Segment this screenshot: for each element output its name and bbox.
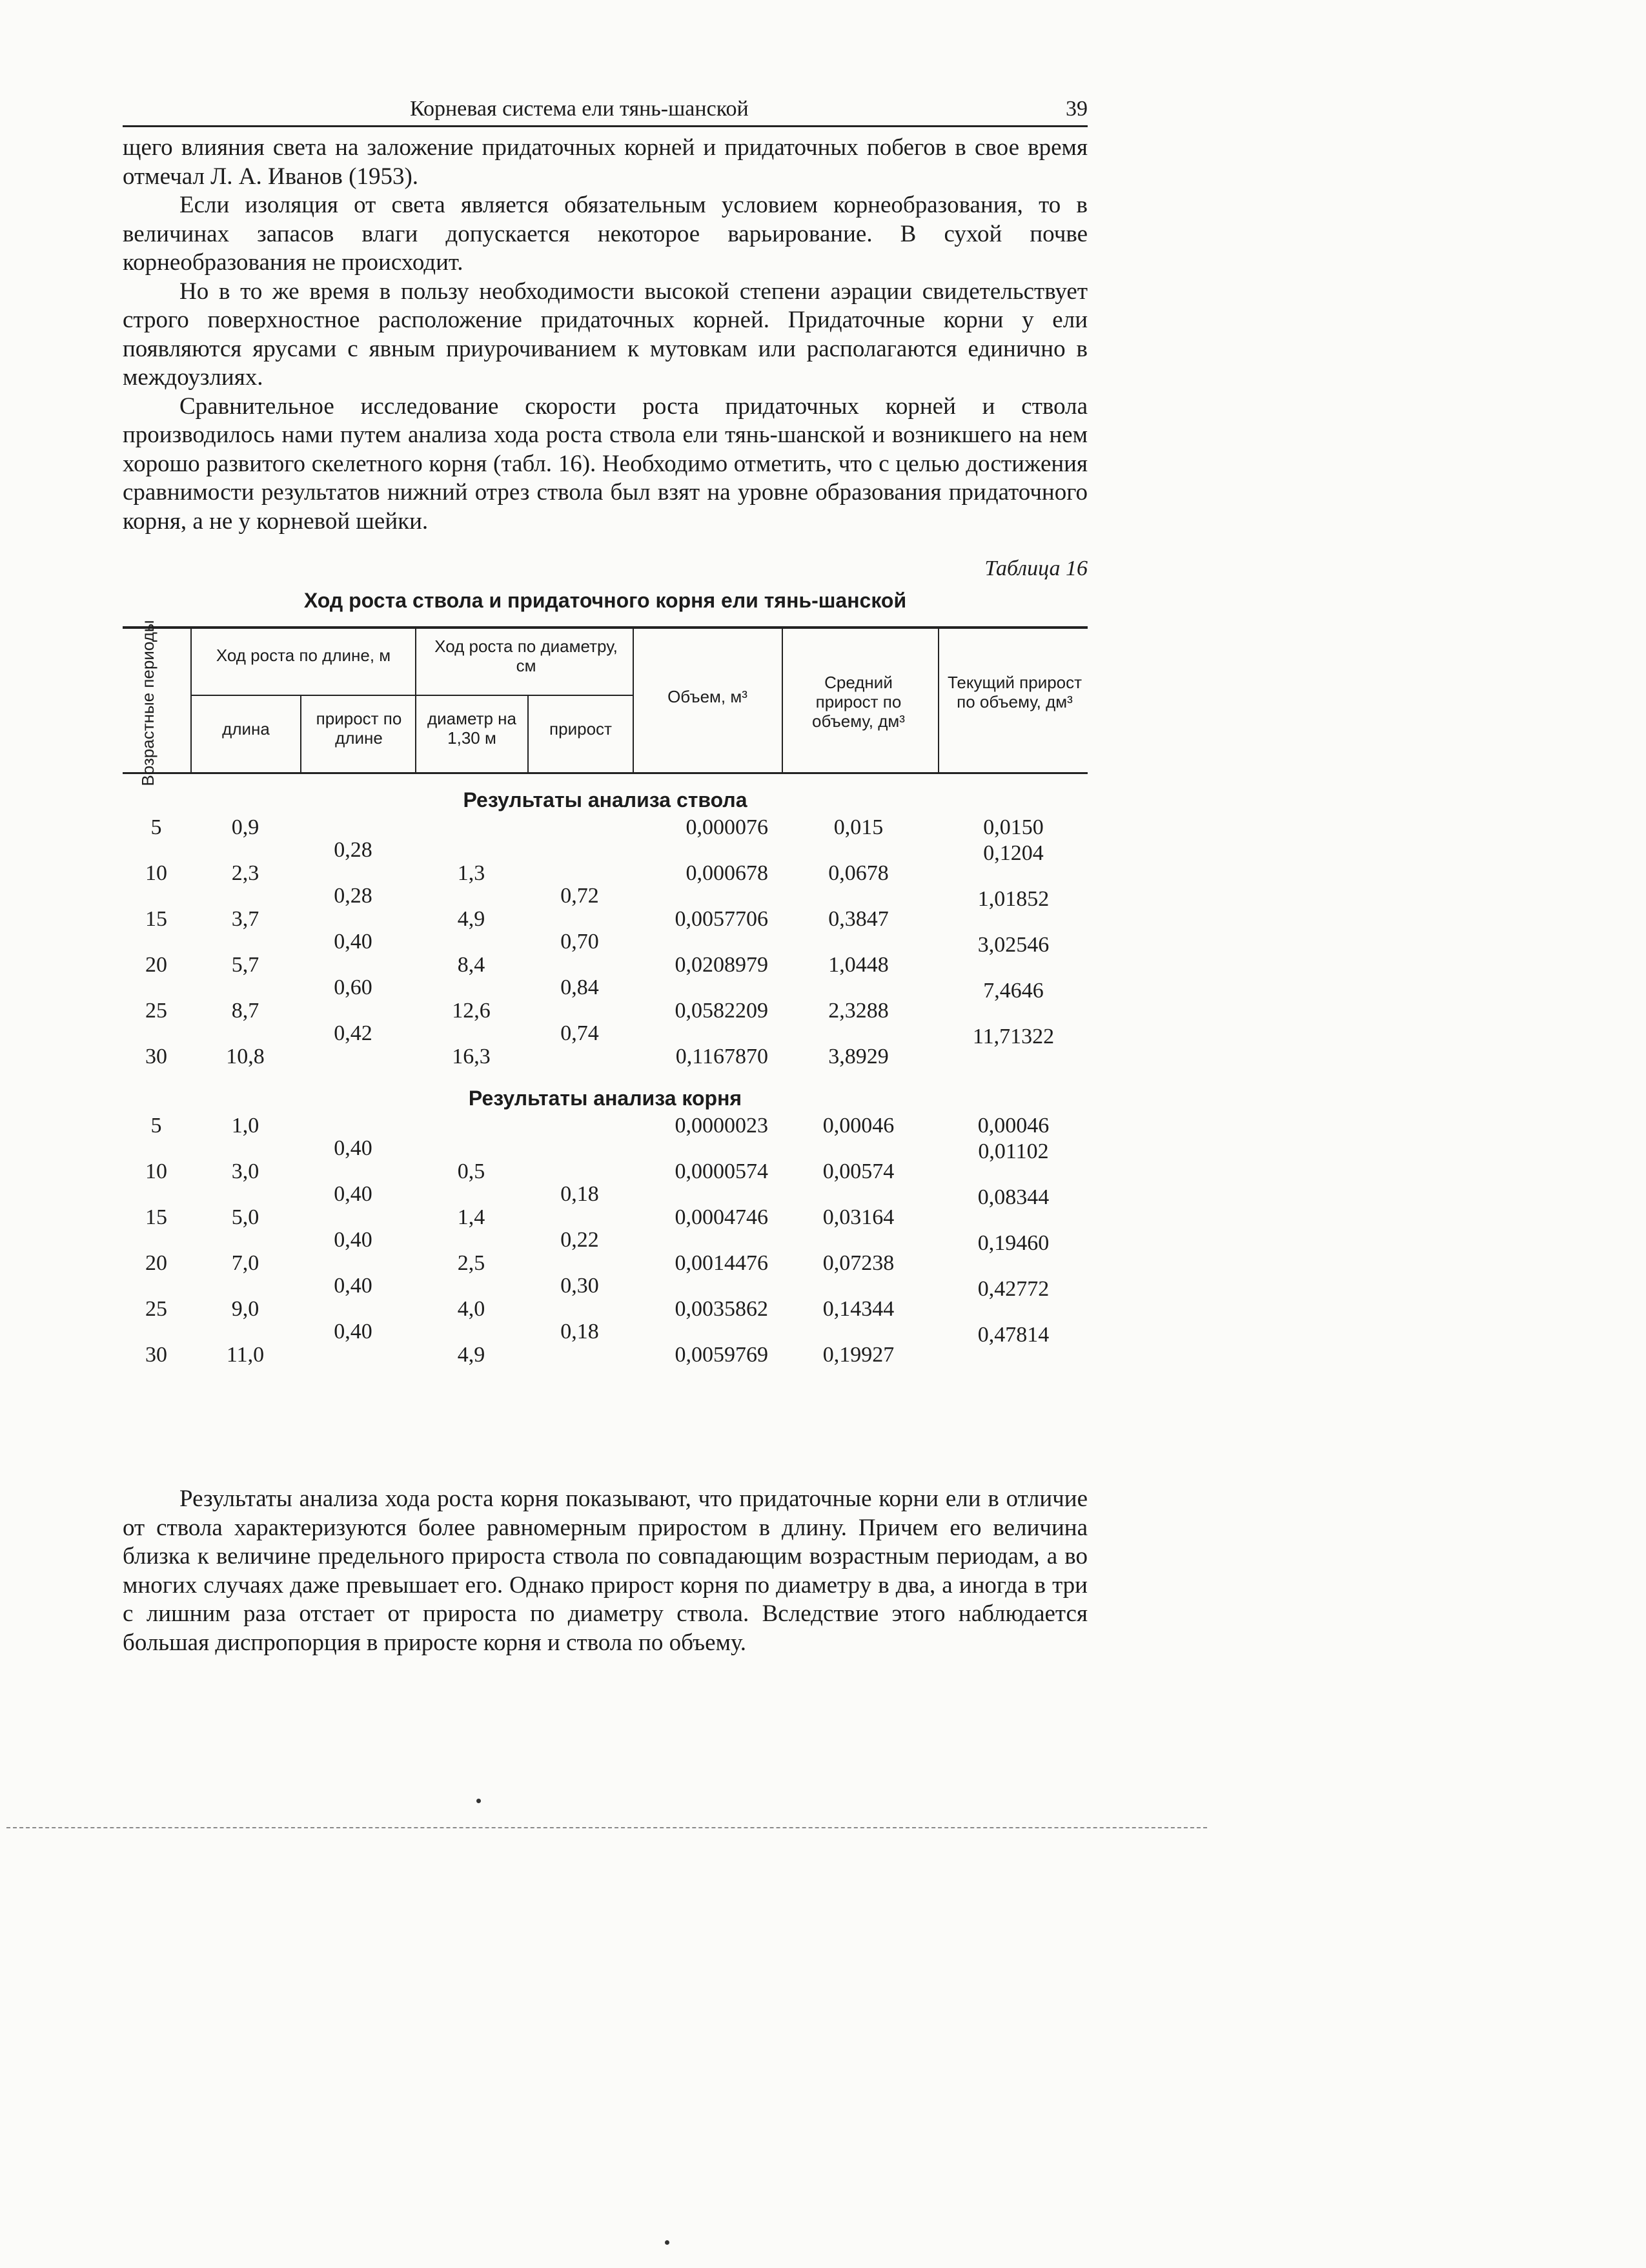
cell-period: 30 <box>145 1343 167 1367</box>
cell-period: 10 <box>145 861 167 885</box>
header-current-increment: Текущий прирост по объему, дм³ <box>947 673 1082 711</box>
cell-diameter: 0,5 <box>457 1160 485 1183</box>
cell-avg-increment: 2,3288 <box>828 999 889 1023</box>
running-header <box>123 97 1088 127</box>
cell-current-increment: 0,01102 <box>978 1139 1049 1163</box>
header-periods: Возрастные периоды <box>138 620 157 786</box>
cell-diameter: 2,5 <box>457 1251 485 1275</box>
cell-length: 8,7 <box>231 999 259 1023</box>
cell-current-increment: 0,0150 <box>983 815 1044 839</box>
cell-avg-increment: 0,03164 <box>822 1205 895 1229</box>
cell-diameter-increment: 0,30 <box>560 1274 599 1298</box>
cell-volume: 0,000076 <box>686 815 768 839</box>
speck <box>476 1799 481 1803</box>
cell-diameter: 4,9 <box>457 907 485 931</box>
cell-avg-increment: 0,015 <box>833 815 884 839</box>
cell-avg-increment: 1,0448 <box>828 953 889 977</box>
header-diameter-increment: прирост <box>549 719 612 739</box>
cell-length-increment: 0,28 <box>334 838 372 862</box>
cell-period: 15 <box>145 1205 167 1229</box>
cell-period: 5 <box>150 1114 162 1138</box>
paragraph: Если изоляция от света является обязательным условием корнеобразования, то в величинах запасов влаги допускается некоторое варьирование. В сухой почве корнеобразования не происходит. <box>123 192 1088 276</box>
cell-diameter-increment: 0,74 <box>560 1021 599 1045</box>
cell-diameter: 1,4 <box>457 1205 485 1229</box>
cell-length-increment: 0,40 <box>334 1182 372 1206</box>
cell-volume: 0,0035862 <box>675 1297 768 1321</box>
page-number: 39 <box>1066 97 1088 121</box>
cell-diameter: 12,6 <box>452 999 491 1023</box>
cell-volume: 0,0582209 <box>675 999 768 1023</box>
cell-diameter: 4,9 <box>457 1343 485 1367</box>
cell-length: 9,0 <box>231 1297 259 1321</box>
cell-volume: 0,0000574 <box>675 1160 768 1183</box>
cell-period: 10 <box>145 1160 167 1183</box>
cell-length: 10,8 <box>226 1045 265 1068</box>
table-section-title: Результаты анализа ствола <box>463 788 747 812</box>
cell-volume: 0,1167870 <box>675 1045 768 1068</box>
cell-current-increment: 7,4646 <box>983 979 1044 1003</box>
cell-period: 30 <box>145 1045 167 1068</box>
table-section-title: Результаты анализа корня <box>468 1087 742 1110</box>
header-length-increment: прирост по длине <box>316 709 402 748</box>
cell-avg-increment: 0,07238 <box>822 1251 895 1275</box>
cell-volume: 0,0059769 <box>675 1343 768 1367</box>
header-length: длина <box>222 719 270 739</box>
cell-avg-increment: 0,19927 <box>822 1343 895 1367</box>
cell-current-increment: 0,42772 <box>977 1277 1050 1301</box>
cell-diameter-increment: 0,18 <box>560 1320 599 1343</box>
cell-diameter-increment: 0,84 <box>560 976 599 999</box>
cell-length-increment: 0,40 <box>334 1320 372 1343</box>
table-title: Ход роста ствола и придаточного корня ели тянь-шанской <box>303 589 907 612</box>
cell-avg-increment: 0,14344 <box>822 1297 895 1321</box>
text-after-table <box>123 1485 1088 1657</box>
header-avg-increment: Средний прирост по объему, дм³ <box>812 673 905 731</box>
cell-volume: 0,0014476 <box>675 1251 768 1275</box>
cell-length-increment: 0,60 <box>334 976 372 999</box>
cell-current-increment: 0,47814 <box>977 1323 1050 1347</box>
cell-avg-increment: 0,00574 <box>822 1160 895 1183</box>
cell-diameter-increment: 0,72 <box>560 884 599 908</box>
cell-length-increment: 0,40 <box>334 1228 372 1252</box>
cell-volume: 0,000678 <box>686 861 768 885</box>
cell-avg-increment: 0,3847 <box>828 907 889 931</box>
cell-length-increment: 0,40 <box>334 930 372 954</box>
cell-length: 3,0 <box>231 1160 259 1183</box>
cell-period: 20 <box>145 1251 167 1275</box>
paragraph: Результаты анализа хода роста корня показывают, что придаточные корни ели в отличие от ствола характеризуются более равномерным приростом в длину. Причем его величина близка к величине предельного прироста ствола по совпадающим возрастным периодам, а во многих случаях даже превышает его. Однако прирост корня по диаметру в два, а иногда в три с лишним раза отстает от прироста по диаметру ствола. Вследствие этого наблюдается большая диспропорция в приросте корня и ствола по объему. <box>123 1486 1088 1656</box>
cell-length: 0,9 <box>231 815 259 839</box>
cell-current-increment: 0,08344 <box>977 1185 1050 1209</box>
cell-diameter-increment: 0,22 <box>560 1228 599 1252</box>
header-diameter-group: Ход роста по диаметру, см <box>434 637 618 675</box>
table-header <box>123 620 1088 786</box>
cell-period: 20 <box>145 953 167 977</box>
book-page <box>123 97 1088 1656</box>
cell-length: 3,7 <box>231 907 259 931</box>
cell-volume: 0,0000023 <box>675 1114 768 1138</box>
cell-current-increment: 3,02546 <box>977 933 1050 957</box>
page-edge-line <box>6 1827 1207 1828</box>
cell-current-increment: 1,01852 <box>977 887 1050 911</box>
cell-period: 15 <box>145 907 167 931</box>
cell-avg-increment: 0,0678 <box>828 861 889 885</box>
cell-volume: 0,0004746 <box>675 1205 768 1229</box>
cell-length: 2,3 <box>231 861 259 885</box>
cell-length: 5,0 <box>231 1205 259 1229</box>
cell-period: 5 <box>150 815 162 839</box>
cell-current-increment: 0,19460 <box>977 1231 1050 1255</box>
cell-diameter-increment: 0,18 <box>560 1182 599 1206</box>
cell-current-increment: 0,00046 <box>977 1114 1050 1138</box>
cell-length: 1,0 <box>231 1114 259 1138</box>
cell-length: 11,0 <box>226 1343 265 1367</box>
cell-volume: 0,0057706 <box>675 907 768 931</box>
speck <box>665 2240 669 2245</box>
cell-length: 5,7 <box>231 953 259 977</box>
cell-avg-increment: 0,00046 <box>822 1114 895 1138</box>
cell-current-increment: 0,1204 <box>983 841 1044 865</box>
cell-diameter: 16,3 <box>452 1045 491 1068</box>
cell-diameter: 1,3 <box>457 861 485 885</box>
cell-length-increment: 0,42 <box>334 1021 372 1045</box>
table-label: Таблица 16 <box>984 557 1088 580</box>
cell-avg-increment: 3,8929 <box>828 1045 889 1068</box>
cell-diameter: 8,4 <box>457 953 485 977</box>
cell-volume: 0,0208979 <box>675 953 768 977</box>
table-body <box>123 774 1088 1374</box>
cell-length-increment: 0,28 <box>334 884 372 908</box>
paragraph: щего влияния света на заложение придаточных корней и придаточных побегов в свое время отмечал Л. А. Иванов (1953). <box>123 134 1088 190</box>
cell-diameter-increment: 0,70 <box>560 930 599 954</box>
cell-current-increment: 11,71322 <box>972 1025 1055 1048</box>
header-diameter: диаметр на 1,30 м <box>427 709 517 748</box>
cell-period: 25 <box>145 999 167 1023</box>
cell-length-increment: 0,40 <box>334 1136 372 1160</box>
cell-diameter: 4,0 <box>457 1297 485 1321</box>
header-length-group: Ход роста по длине, м <box>216 646 391 665</box>
cell-length-increment: 0,40 <box>334 1274 372 1298</box>
running-title: Корневая система ели тянь-шанской <box>410 97 749 121</box>
text-before-table <box>123 134 1088 536</box>
cell-length: 7,0 <box>231 1251 259 1275</box>
header-volume: Объем, м³ <box>667 687 747 706</box>
cell-period: 25 <box>145 1297 167 1321</box>
paragraph: Но в то же время в пользу необходимости высокой степени аэрации свидетельствует строго поверхностное расположение придаточных корней. Придаточные корни у ели появляются ярусами с явным приурочиванием к мутовкам или располагаются единично в междоузлиях. <box>123 278 1088 391</box>
paragraph: Сравнительное исследование скорости роста придаточных корней и ствола производилось нами путем анализа хода роста ствола ели тянь-шанской и возникшего на нем хорошо развитого скелетного корня (табл. 16). Необходимо отметить, что с целью достижения сравнимости результатов нижний отрез ствола был взят на уровне образования придаточного корня, а не у корневой шейки. <box>123 393 1088 535</box>
